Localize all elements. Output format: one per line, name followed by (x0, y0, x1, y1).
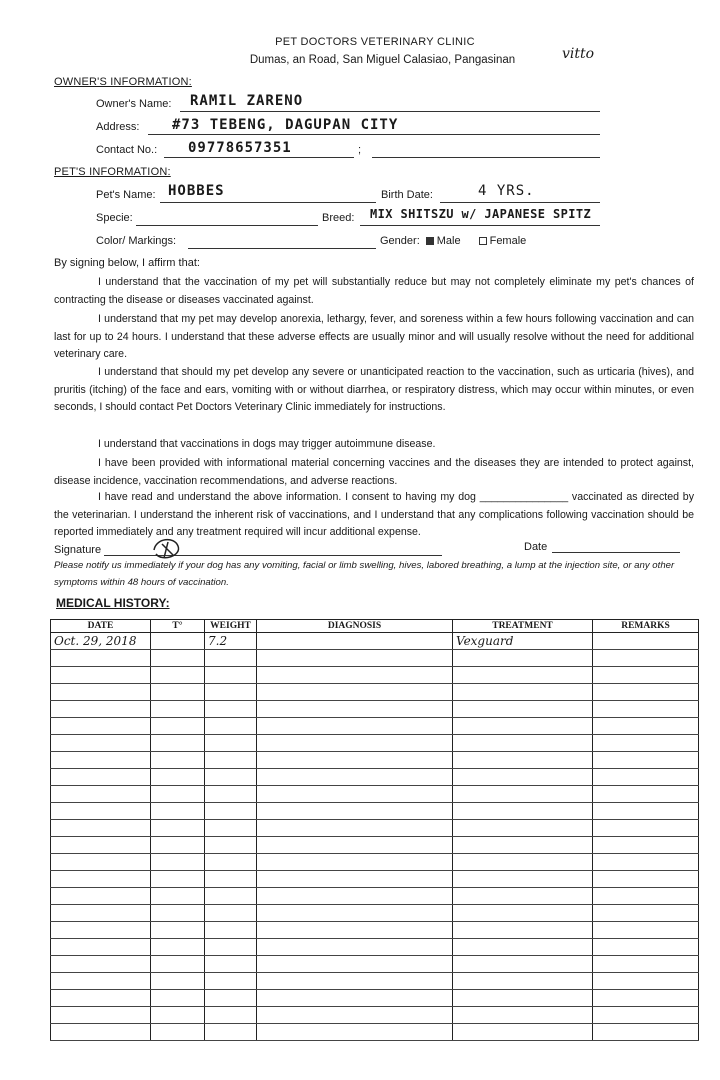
table-cell[interactable] (593, 837, 699, 854)
consent-paragraph-5: I have been provided with informational material concerning vaccines and the diseases they are intended to protect against, disease incidence, vaccination recommendations, and adverse reactions. (54, 457, 694, 487)
table-cell[interactable] (593, 718, 699, 735)
table-cell[interactable] (151, 667, 205, 684)
table-cell[interactable] (51, 667, 151, 684)
table-cell[interactable] (593, 905, 699, 922)
table-cell[interactable] (593, 973, 699, 990)
table-row (51, 633, 699, 650)
table-cell[interactable] (257, 769, 453, 786)
table-cell[interactable] (151, 752, 205, 769)
date-line (552, 552, 680, 553)
table-cell[interactable] (51, 888, 151, 905)
pet-name-line (160, 202, 376, 203)
table-cell[interactable] (205, 718, 257, 735)
table-cell[interactable] (151, 718, 205, 735)
table-row (51, 735, 699, 752)
table-cell[interactable] (151, 803, 205, 820)
table-cell[interactable] (51, 752, 151, 769)
table-cell[interactable] (593, 650, 699, 667)
table-cell[interactable] (205, 650, 257, 667)
table-cell[interactable] (453, 820, 593, 837)
table-cell[interactable] (593, 854, 699, 871)
table-cell[interactable] (257, 735, 453, 752)
table-row (51, 854, 699, 871)
table-cell[interactable] (593, 667, 699, 684)
table-cell[interactable] (205, 667, 257, 684)
table-cell[interactable] (205, 803, 257, 820)
table-row (51, 1007, 699, 1024)
table-cell[interactable] (257, 718, 453, 735)
col-diagnosis: DIAGNOSIS (257, 620, 453, 633)
table-cell[interactable] (51, 905, 151, 922)
owner-address-line (148, 134, 600, 135)
table-cell[interactable] (151, 871, 205, 888)
owner-address-label: Address: (96, 121, 140, 133)
table-header-row (51, 620, 699, 633)
table-cell[interactable] (593, 684, 699, 701)
table-cell[interactable] (205, 769, 257, 786)
consent-paragraph-6: I have read and understand the above information. I consent to having my dog _______________ vaccinated as directed by the veterinarian. I understand the inherent risk of vaccinations, and I understand that any complications following vaccination should be reported immediately and any treatment required will incur additional expense. (54, 491, 694, 539)
table-cell[interactable] (593, 871, 699, 888)
table-cell[interactable] (151, 837, 205, 854)
table-cell[interactable] (257, 1024, 453, 1041)
consent-paragraph-4: I understand that vaccinations in dogs may trigger autoimmune disease. (98, 438, 436, 450)
contact-separator: ; (358, 144, 362, 156)
table-cell[interactable] (51, 871, 151, 888)
owner-section-title: OWNER'S INFORMATION: (54, 76, 192, 88)
table-cell[interactable] (51, 956, 151, 973)
table-cell[interactable] (205, 701, 257, 718)
owner-contact-label: Contact No.: (96, 144, 158, 156)
table-cell[interactable] (257, 752, 453, 769)
table-cell[interactable] (51, 922, 151, 939)
owner-name-value[interactable]: RAMIL ZARENO (190, 93, 304, 109)
birth-date-value[interactable]: 4 YRS. (478, 183, 535, 199)
handwritten-mark: vitto (562, 46, 595, 62)
table-cell[interactable] (593, 803, 699, 820)
table-cell[interactable] (51, 786, 151, 803)
table-cell[interactable] (51, 854, 151, 871)
breed-value[interactable]: MIX SHITSZU w/ JAPANESE SPITZ (370, 207, 592, 221)
table-cell[interactable] (453, 1007, 593, 1024)
female-label: Female (489, 235, 527, 247)
table-row (51, 939, 699, 956)
col-remarks: REMARKS (593, 620, 699, 633)
table-cell[interactable] (151, 956, 205, 973)
affirm-intro: By signing below, I affirm that: (54, 257, 200, 269)
table-row (51, 650, 699, 667)
table-cell[interactable] (257, 1007, 453, 1024)
table-cell[interactable] (453, 905, 593, 922)
table-cell[interactable] (51, 803, 151, 820)
table-cell[interactable] (453, 786, 593, 803)
table-row (51, 701, 699, 718)
table-cell[interactable] (205, 684, 257, 701)
breed-label: Breed: (322, 212, 355, 224)
cell-temp[interactable] (151, 633, 205, 650)
table-cell[interactable] (51, 718, 151, 735)
table-cell[interactable] (205, 837, 257, 854)
table-cell[interactable] (453, 854, 593, 871)
table-cell[interactable] (51, 650, 151, 667)
cell-treatment[interactable]: Vexguard (453, 633, 593, 650)
table-cell[interactable] (593, 735, 699, 752)
table-row (51, 667, 699, 684)
table-cell[interactable] (453, 1024, 593, 1041)
male-checkbox[interactable] (426, 237, 434, 245)
table-cell[interactable] (593, 769, 699, 786)
table-cell[interactable] (593, 786, 699, 803)
cell-remarks[interactable] (593, 633, 699, 650)
table-cell[interactable] (151, 684, 205, 701)
male-label: Male (436, 235, 461, 247)
specie-line (136, 225, 318, 226)
table-cell[interactable] (205, 1024, 257, 1041)
table-cell[interactable] (151, 786, 205, 803)
table-cell[interactable] (51, 1007, 151, 1024)
consent-paragraph-3: I understand that should my pet develop any severe or unanticipated reaction to the vaccination, such as urticaria (hives), and pruritis (itching) of the face and ears, vomiting with or without diarrhea, or respiratory distress, which may occur within minutes, or even seconds, I should contact Pet Doctors Veterinary Clinic immediately for instructions. (54, 366, 694, 414)
table-cell[interactable] (151, 922, 205, 939)
table-cell[interactable] (593, 1007, 699, 1024)
owner-contact-line-2 (372, 157, 600, 158)
table-cell[interactable] (453, 837, 593, 854)
table-cell[interactable] (257, 922, 453, 939)
table-cell[interactable] (257, 990, 453, 1007)
col-temp: T° (151, 620, 205, 633)
table-cell[interactable] (453, 871, 593, 888)
col-treatment: TREATMENT (453, 620, 593, 633)
table-cell[interactable] (257, 684, 453, 701)
table-cell[interactable] (453, 803, 593, 820)
table-cell[interactable] (593, 1024, 699, 1041)
table-cell[interactable] (151, 905, 205, 922)
table-row (51, 1024, 699, 1041)
col-date: DATE (51, 620, 151, 633)
medical-history-table (50, 619, 699, 1041)
birth-date-line (440, 202, 600, 203)
table-cell[interactable] (205, 820, 257, 837)
cell-diagnosis[interactable] (257, 633, 453, 650)
table-cell[interactable] (151, 1024, 205, 1041)
table-cell[interactable] (453, 956, 593, 973)
table-cell[interactable] (453, 973, 593, 990)
table-cell[interactable] (151, 769, 205, 786)
pet-section-title: PET'S INFORMATION: (54, 166, 171, 178)
table-cell[interactable] (205, 735, 257, 752)
table-cell[interactable] (151, 888, 205, 905)
table-cell[interactable] (257, 871, 453, 888)
table-cell[interactable] (51, 684, 151, 701)
table-cell[interactable] (257, 854, 453, 871)
cell-weight[interactable]: 7.2 (205, 633, 257, 650)
gender-field (380, 235, 526, 247)
table-cell[interactable] (51, 1024, 151, 1041)
table-cell[interactable] (205, 871, 257, 888)
owner-name-line (180, 111, 600, 112)
color-markings-line (188, 248, 376, 249)
table-cell[interactable] (453, 752, 593, 769)
consent-paragraph-2: I understand that my pet may develop anorexia, lethargy, fever, and soreness within a few hours following vaccination and can last for up to 24 hours. I understand that these adverse effects are usually minor and will usually resolve without the need for additional veterinary care. (54, 313, 694, 361)
breed-line (360, 225, 600, 226)
table-cell[interactable] (205, 854, 257, 871)
table-row (51, 905, 699, 922)
pet-name-value[interactable]: HOBBES (168, 183, 225, 199)
owner-name-label: Owner's Name: (96, 98, 172, 110)
owner-contact-line (164, 157, 354, 158)
table-cell[interactable] (257, 701, 453, 718)
table-cell[interactable] (453, 939, 593, 956)
table-row (51, 769, 699, 786)
table-row (51, 888, 699, 905)
table-cell[interactable] (51, 973, 151, 990)
pet-name-label: Pet's Name: (96, 189, 156, 201)
table-cell[interactable] (593, 888, 699, 905)
table-cell[interactable] (257, 939, 453, 956)
table-row (51, 871, 699, 888)
table-cell[interactable] (453, 990, 593, 1007)
table-cell[interactable] (257, 667, 453, 684)
notify-notice: Please notify us immediately if your dog has any vomiting, facial or limb swelling, hives, labored breathing, a lump at the injection site, or any other symptoms within 48 hours of vaccination. (54, 560, 675, 588)
table-cell[interactable] (151, 854, 205, 871)
medical-history-title: MEDICAL HISTORY: (56, 596, 170, 610)
table-row (51, 803, 699, 820)
table-cell[interactable] (593, 701, 699, 718)
table-cell[interactable] (453, 922, 593, 939)
table-cell[interactable] (257, 956, 453, 973)
table-cell[interactable] (205, 888, 257, 905)
owner-contact-value[interactable]: 09778657351 (188, 140, 292, 156)
table-cell[interactable] (593, 922, 699, 939)
table-cell[interactable] (453, 769, 593, 786)
table-cell[interactable] (257, 905, 453, 922)
table-row (51, 786, 699, 803)
consent-paragraph-1: I understand that the vaccination of my pet will substantially reduce but may not completely eliminate my pet's chances of contracting the disease or diseases vaccinated against. (54, 276, 694, 306)
table-cell[interactable] (453, 684, 593, 701)
clinic-name: PET DOCTORS VETERINARY CLINIC (275, 36, 475, 48)
table-cell[interactable] (257, 973, 453, 990)
gender-label: Gender: (380, 235, 420, 247)
table-cell[interactable] (151, 701, 205, 718)
table-cell[interactable] (453, 667, 593, 684)
table-cell[interactable] (257, 803, 453, 820)
table-cell[interactable] (151, 735, 205, 752)
table-cell[interactable] (593, 990, 699, 1007)
table-cell[interactable] (205, 786, 257, 803)
table-cell[interactable] (205, 752, 257, 769)
col-weight: WEIGHT (205, 620, 257, 633)
table-cell[interactable] (51, 701, 151, 718)
birth-date-label: Birth Date: (381, 189, 433, 201)
table-cell[interactable] (205, 905, 257, 922)
table-cell[interactable] (453, 735, 593, 752)
table-row (51, 837, 699, 854)
table-cell[interactable] (593, 956, 699, 973)
table-cell[interactable] (51, 990, 151, 1007)
color-markings-label: Color/ Markings: (96, 235, 177, 247)
table-cell[interactable] (51, 837, 151, 854)
table-cell[interactable] (51, 735, 151, 752)
table-cell[interactable] (257, 786, 453, 803)
table-cell[interactable] (205, 990, 257, 1007)
table-row (51, 973, 699, 990)
table-row (51, 922, 699, 939)
table-row (51, 752, 699, 769)
table-cell[interactable] (151, 650, 205, 667)
signature-label: Signature (54, 544, 102, 556)
table-cell[interactable] (453, 650, 593, 667)
table-cell[interactable] (151, 939, 205, 956)
table-cell[interactable] (51, 820, 151, 837)
table-row (51, 990, 699, 1007)
table-cell[interactable] (205, 939, 257, 956)
table-cell[interactable] (205, 956, 257, 973)
table-cell[interactable] (51, 769, 151, 786)
table-cell[interactable] (51, 939, 151, 956)
table-cell[interactable] (593, 820, 699, 837)
date-label: Date (524, 541, 548, 553)
specie-label: Specie: (96, 212, 133, 224)
table-cell[interactable] (453, 701, 593, 718)
table-row (51, 718, 699, 735)
table-row (51, 956, 699, 973)
table-cell[interactable] (257, 888, 453, 905)
table-row (51, 820, 699, 837)
owner-address-value[interactable]: #73 TEBENG, DAGUPAN CITY (172, 117, 399, 133)
table-cell[interactable] (151, 820, 205, 837)
table-cell[interactable] (593, 939, 699, 956)
table-cell[interactable] (257, 650, 453, 667)
cell-date[interactable]: Oct. 29, 2018 (51, 633, 151, 650)
table-cell[interactable] (257, 837, 453, 854)
table-cell[interactable] (205, 1007, 257, 1024)
table-row (51, 684, 699, 701)
table-cell[interactable] (205, 922, 257, 939)
table-cell[interactable] (151, 973, 205, 990)
table-cell[interactable] (151, 990, 205, 1007)
clinic-address: Dumas, an Road, San Miguel Calasiao, Pangasinan (249, 54, 516, 66)
female-checkbox[interactable] (479, 237, 487, 245)
table-cell[interactable] (205, 973, 257, 990)
table-cell[interactable] (453, 718, 593, 735)
table-cell[interactable] (257, 820, 453, 837)
table-cell[interactable] (151, 1007, 205, 1024)
table-cell[interactable] (593, 752, 699, 769)
medical-history-body (51, 633, 699, 1041)
table-cell[interactable] (453, 888, 593, 905)
